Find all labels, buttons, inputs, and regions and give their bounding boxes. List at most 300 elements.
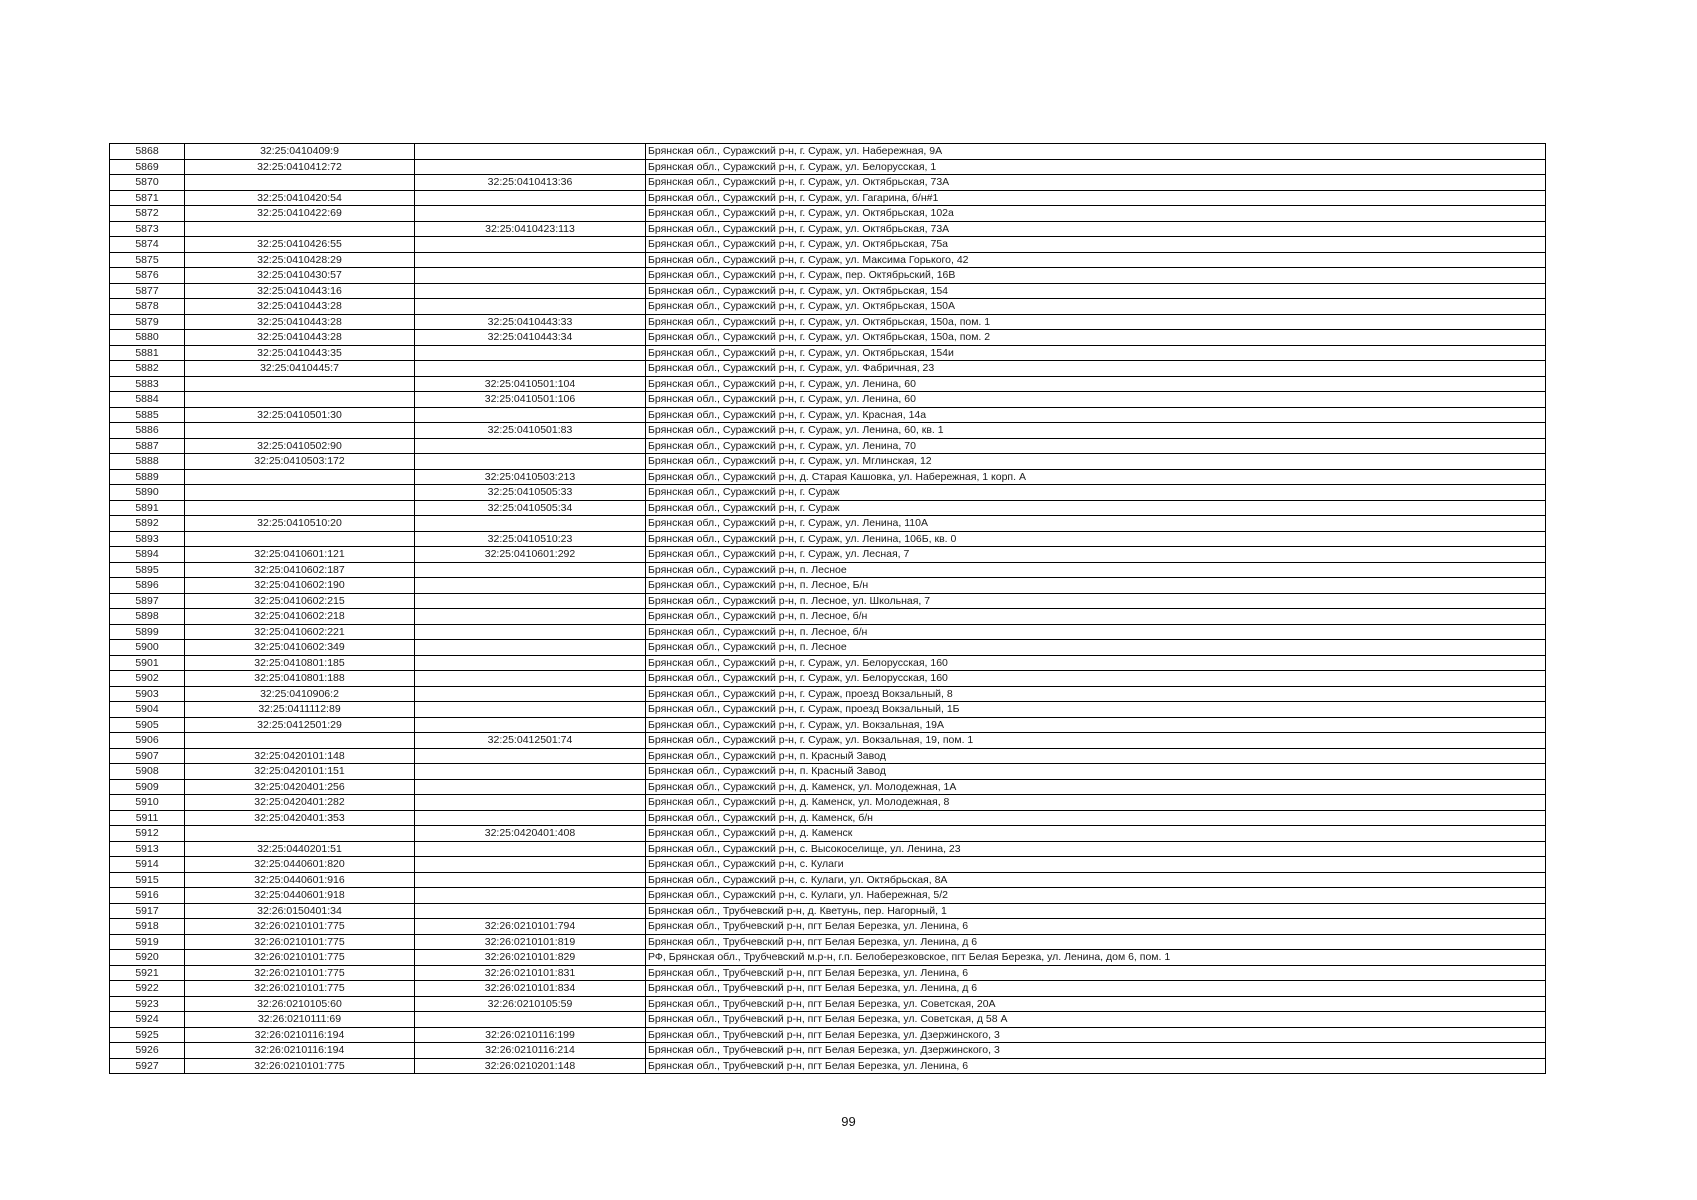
row-number-cell: 5908: [110, 764, 185, 780]
parcel-cadastral-number-cell: 32:25:0410443:28: [185, 314, 415, 330]
parcel-cadastral-number-cell: 32:25:0440201:51: [185, 841, 415, 857]
parcel-cadastral-number-cell: 32:25:0410906:2: [185, 686, 415, 702]
parcel-cadastral-number-cell: 32:25:0440601:820: [185, 857, 415, 873]
address-cell: Брянская обл., Суражский р-н, г. Сураж, ул. Октябрьская, 75а: [646, 237, 1546, 253]
table-row: [110, 1043, 1546, 1059]
object-cadastral-number-cell: 32:25:0410443:34: [415, 330, 646, 346]
parcel-cadastral-number-cell: 32:25:0410409:9: [185, 144, 415, 160]
object-cadastral-number-cell: [415, 144, 646, 160]
parcel-cadastral-number-cell: 32:25:0420401:256: [185, 779, 415, 795]
table-row: [110, 841, 1546, 857]
row-number-cell: 5918: [110, 919, 185, 935]
object-cadastral-number-cell: 32:26:0210116:214: [415, 1043, 646, 1059]
row-number-cell: 5923: [110, 996, 185, 1012]
table-row: [110, 1027, 1546, 1043]
table-row: [110, 671, 1546, 687]
object-cadastral-number-cell: 32:26:0210101:834: [415, 981, 646, 997]
parcel-cadastral-number-cell: 32:26:0210116:194: [185, 1043, 415, 1059]
table-row: [110, 438, 1546, 454]
row-number-cell: 5901: [110, 655, 185, 671]
parcel-cadastral-number-cell: 32:25:0410801:185: [185, 655, 415, 671]
page-number: 99: [841, 1114, 856, 1129]
table-row: [110, 299, 1546, 315]
row-number-cell: 5927: [110, 1058, 185, 1074]
address-cell: Брянская обл., Трубчевский р-н, пгт Белая Березка, ул. Ленина, 6: [646, 919, 1546, 935]
row-number-cell: 5881: [110, 345, 185, 361]
table-row: [110, 934, 1546, 950]
object-cadastral-number-cell: [415, 779, 646, 795]
table-row: [110, 810, 1546, 826]
row-number-cell: 5897: [110, 593, 185, 609]
table-row: [110, 500, 1546, 516]
row-number-cell: 5907: [110, 748, 185, 764]
table-row: [110, 376, 1546, 392]
table-row: [110, 624, 1546, 640]
object-cadastral-number-cell: 32:26:0210201:148: [415, 1058, 646, 1074]
object-cadastral-number-cell: 32:26:0210116:199: [415, 1027, 646, 1043]
parcel-cadastral-number-cell: 32:25:0410502:90: [185, 438, 415, 454]
parcel-cadastral-number-cell: 32:25:0410602:215: [185, 593, 415, 609]
object-cadastral-number-cell: [415, 888, 646, 904]
parcel-cadastral-number-cell: 32:25:0410510:20: [185, 516, 415, 532]
row-number-cell: 5909: [110, 779, 185, 795]
address-cell: Брянская обл., Суражский р-н, г. Сураж, ул. Набережная, 9А: [646, 144, 1546, 160]
object-cadastral-number-cell: [415, 454, 646, 470]
table-row: [110, 764, 1546, 780]
row-number-cell: 5921: [110, 965, 185, 981]
object-cadastral-number-cell: [415, 562, 646, 578]
table-row: [110, 407, 1546, 423]
parcel-cadastral-number-cell: 32:25:0410422:69: [185, 206, 415, 222]
object-cadastral-number-cell: [415, 640, 646, 656]
address-cell: Брянская обл., Суражский р-н, с. Высокоселище, ул. Ленина, 23: [646, 841, 1546, 857]
object-cadastral-number-cell: 32:26:0210101:794: [415, 919, 646, 935]
table-row: [110, 950, 1546, 966]
object-cadastral-number-cell: 32:25:0410443:33: [415, 314, 646, 330]
object-cadastral-number-cell: 32:26:0210101:831: [415, 965, 646, 981]
parcel-cadastral-number-cell: [185, 376, 415, 392]
parcel-cadastral-number-cell: 32:26:0210101:775: [185, 965, 415, 981]
object-cadastral-number-cell: 32:26:0210105:59: [415, 996, 646, 1012]
parcel-cadastral-number-cell: 32:25:0410430:57: [185, 268, 415, 284]
row-number-cell: 5886: [110, 423, 185, 439]
table-row: [110, 190, 1546, 206]
row-number-cell: 5877: [110, 283, 185, 299]
table-row: [110, 872, 1546, 888]
row-number-cell: 5885: [110, 407, 185, 423]
parcel-cadastral-number-cell: 32:25:0410501:30: [185, 407, 415, 423]
object-cadastral-number-cell: [415, 268, 646, 284]
table-row: [110, 981, 1546, 997]
row-number-cell: 5924: [110, 1012, 185, 1028]
address-cell: Брянская обл., Суражский р-н, д. Старая Кашовка, ул. Набережная, 1 корп. А: [646, 469, 1546, 485]
address-cell: Брянская обл., Трубчевский р-н, пгт Белая Березка, ул. Дзержинского, 3: [646, 1043, 1546, 1059]
row-number-cell: 5875: [110, 252, 185, 268]
address-cell: Брянская обл., Суражский р-н, с. Кулаги, ул. Набережная, 5/2: [646, 888, 1546, 904]
address-cell: Брянская обл., Суражский р-н, г. Сураж, ул. Ленина, 60, кв. 1: [646, 423, 1546, 439]
address-cell: Брянская обл., Суражский р-н, с. Кулаги, ул. Октябрьская, 8А: [646, 872, 1546, 888]
parcel-cadastral-number-cell: 32:25:0410601:121: [185, 547, 415, 563]
row-number-cell: 5874: [110, 237, 185, 253]
object-cadastral-number-cell: [415, 795, 646, 811]
object-cadastral-number-cell: 32:25:0410503:213: [415, 469, 646, 485]
object-cadastral-number-cell: [415, 438, 646, 454]
object-cadastral-number-cell: [415, 748, 646, 764]
address-cell: Брянская обл., Суражский р-н, д. Каменск, ул. Молодежная, 8: [646, 795, 1546, 811]
object-cadastral-number-cell: 32:26:0210101:829: [415, 950, 646, 966]
object-cadastral-number-cell: 32:25:0410505:34: [415, 500, 646, 516]
parcel-cadastral-number-cell: 32:25:0410602:218: [185, 609, 415, 625]
object-cadastral-number-cell: [415, 1012, 646, 1028]
object-cadastral-number-cell: 32:25:0410501:83: [415, 423, 646, 439]
address-cell: Брянская обл., Суражский р-н, г. Сураж, ул. Ленина, 60: [646, 376, 1546, 392]
object-cadastral-number-cell: [415, 841, 646, 857]
row-number-cell: 5894: [110, 547, 185, 563]
table-row: [110, 206, 1546, 222]
row-number-cell: 5890: [110, 485, 185, 501]
parcel-cadastral-number-cell: 32:25:0410503:172: [185, 454, 415, 470]
row-number-cell: 5903: [110, 686, 185, 702]
row-number-cell: 5884: [110, 392, 185, 408]
address-cell: Брянская обл., Суражский р-н, п. Красный Завод: [646, 748, 1546, 764]
object-cadastral-number-cell: [415, 516, 646, 532]
table-row: [110, 485, 1546, 501]
parcel-cadastral-number-cell: 32:25:0410445:7: [185, 361, 415, 377]
row-number-cell: 5869: [110, 159, 185, 175]
parcel-cadastral-number-cell: 32:25:0410412:72: [185, 159, 415, 175]
object-cadastral-number-cell: 32:25:0410505:33: [415, 485, 646, 501]
address-cell: Брянская обл., Суражский р-н, г. Сураж: [646, 485, 1546, 501]
object-cadastral-number-cell: 32:25:0410601:292: [415, 547, 646, 563]
address-cell: Брянская обл., Трубчевский р-н, пгт Белая Березка, ул. Ленина, 6: [646, 965, 1546, 981]
row-number-cell: 5879: [110, 314, 185, 330]
address-cell: Брянская обл., Суражский р-н, г. Сураж, пер. Октябрьский, 16В: [646, 268, 1546, 284]
parcel-cadastral-number-cell: 32:25:0410602:187: [185, 562, 415, 578]
table-row: [110, 609, 1546, 625]
object-cadastral-number-cell: [415, 857, 646, 873]
table-row: [110, 593, 1546, 609]
object-cadastral-number-cell: [415, 361, 646, 377]
table-row: [110, 826, 1546, 842]
row-number-cell: 5899: [110, 624, 185, 640]
table-row: [110, 423, 1546, 439]
address-cell: Брянская обл., Суражский р-н, г. Сураж, ул. Октябрьская, 150а, пом. 1: [646, 314, 1546, 330]
object-cadastral-number-cell: [415, 283, 646, 299]
object-cadastral-number-cell: [415, 159, 646, 175]
parcel-cadastral-number-cell: 32:25:0410426:55: [185, 237, 415, 253]
row-number-cell: 5914: [110, 857, 185, 873]
table-body: [110, 144, 1546, 1074]
object-cadastral-number-cell: [415, 299, 646, 315]
table-row: [110, 578, 1546, 594]
parcel-cadastral-number-cell: 32:25:0440601:918: [185, 888, 415, 904]
object-cadastral-number-cell: 32:25:0410510:23: [415, 531, 646, 547]
parcel-cadastral-number-cell: 32:25:0410420:54: [185, 190, 415, 206]
address-cell: Брянская обл., Трубчевский р-н, пгт Белая Березка, ул. Ленина, д 6: [646, 981, 1546, 997]
address-cell: Брянская обл., Суражский р-н, г. Сураж, ул. Ленина, 106Б, кв. 0: [646, 531, 1546, 547]
table-row: [110, 516, 1546, 532]
parcel-cadastral-number-cell: 32:26:0210101:775: [185, 1058, 415, 1074]
object-cadastral-number-cell: [415, 686, 646, 702]
table-row: [110, 283, 1546, 299]
table-row: [110, 1012, 1546, 1028]
table-row: [110, 531, 1546, 547]
object-cadastral-number-cell: [415, 609, 646, 625]
object-cadastral-number-cell: [415, 190, 646, 206]
object-cadastral-number-cell: [415, 810, 646, 826]
row-number-cell: 5878: [110, 299, 185, 315]
table-row: [110, 345, 1546, 361]
address-cell: Брянская обл., Суражский р-н, г. Сураж, ул. Мглинская, 12: [646, 454, 1546, 470]
table-row: [110, 175, 1546, 191]
address-cell: Брянская обл., Суражский р-н, г. Сураж, ул. Октябрьская, 73А: [646, 175, 1546, 191]
address-cell: Брянская обл., Суражский р-н, г. Сураж, ул. Белорусская, 1: [646, 159, 1546, 175]
table-row: [110, 779, 1546, 795]
parcel-cadastral-number-cell: 32:25:0410602:190: [185, 578, 415, 594]
row-number-cell: 5911: [110, 810, 185, 826]
object-cadastral-number-cell: [415, 671, 646, 687]
row-number-cell: 5898: [110, 609, 185, 625]
address-cell: Брянская обл., Суражский р-н, г. Сураж, ул. Гагарина, б/н#1: [646, 190, 1546, 206]
address-cell: РФ, Брянская обл., Трубчевский м.р-н, г.п. Белоберезковское, пгт Белая Березка, ул. Ленина, дом 6, пом. 1: [646, 950, 1546, 966]
row-number-cell: 5873: [110, 221, 185, 237]
parcel-cadastral-number-cell: [185, 175, 415, 191]
table-row: [110, 748, 1546, 764]
object-cadastral-number-cell: [415, 345, 646, 361]
table-row: [110, 392, 1546, 408]
table-row: [110, 1058, 1546, 1074]
parcel-cadastral-number-cell: 32:25:0410428:29: [185, 252, 415, 268]
row-number-cell: 5919: [110, 934, 185, 950]
object-cadastral-number-cell: [415, 206, 646, 222]
row-number-cell: 5891: [110, 500, 185, 516]
parcel-cadastral-number-cell: 32:25:0440601:916: [185, 872, 415, 888]
row-number-cell: 5880: [110, 330, 185, 346]
object-cadastral-number-cell: [415, 593, 646, 609]
address-cell: Брянская обл., Суражский р-н, г. Сураж, ул. Фабричная, 23: [646, 361, 1546, 377]
address-cell: Брянская обл., Трубчевский р-н, пгт Белая Березка, ул. Советская, 20А: [646, 996, 1546, 1012]
address-cell: Брянская обл., Суражский р-н, п. Красный Завод: [646, 764, 1546, 780]
object-cadastral-number-cell: [415, 655, 646, 671]
address-cell: Брянская обл., Суражский р-н, г. Сураж, ул. Максима Горького, 42: [646, 252, 1546, 268]
object-cadastral-number-cell: [415, 717, 646, 733]
object-cadastral-number-cell: 32:26:0210101:819: [415, 934, 646, 950]
row-number-cell: 5904: [110, 702, 185, 718]
address-cell: Брянская обл., Суражский р-н, г. Сураж, ул. Лесная, 7: [646, 547, 1546, 563]
row-number-cell: 5910: [110, 795, 185, 811]
table-row: [110, 454, 1546, 470]
table-row: [110, 144, 1546, 160]
parcel-cadastral-number-cell: [185, 531, 415, 547]
object-cadastral-number-cell: [415, 764, 646, 780]
address-cell: Брянская обл., Суражский р-н, г. Сураж, проезд Вокзальный, 1Б: [646, 702, 1546, 718]
address-cell: Брянская обл., Суражский р-н, п. Лесное, б/н: [646, 624, 1546, 640]
object-cadastral-number-cell: [415, 237, 646, 253]
object-cadastral-number-cell: [415, 252, 646, 268]
object-cadastral-number-cell: 32:25:0420401:408: [415, 826, 646, 842]
address-cell: Брянская обл., Суражский р-н, г. Сураж, ул. Вокзальная, 19А: [646, 717, 1546, 733]
row-number-cell: 5870: [110, 175, 185, 191]
address-cell: Брянская обл., Суражский р-н, д. Каменск, б/н: [646, 810, 1546, 826]
row-number-cell: 5871: [110, 190, 185, 206]
row-number-cell: 5876: [110, 268, 185, 284]
row-number-cell: 5895: [110, 562, 185, 578]
row-number-cell: 5926: [110, 1043, 185, 1059]
object-cadastral-number-cell: 32:25:0412501:74: [415, 733, 646, 749]
row-number-cell: 5888: [110, 454, 185, 470]
address-cell: Брянская обл., Суражский р-н, п. Лесное: [646, 562, 1546, 578]
address-cell: Брянская обл., Суражский р-н, г. Сураж, ул. Белорусская, 160: [646, 655, 1546, 671]
table-row: [110, 733, 1546, 749]
object-cadastral-number-cell: 32:25:0410501:106: [415, 392, 646, 408]
parcel-cadastral-number-cell: [185, 500, 415, 516]
row-number-cell: 5896: [110, 578, 185, 594]
row-number-cell: 5917: [110, 903, 185, 919]
row-number-cell: 5889: [110, 469, 185, 485]
table-row: [110, 640, 1546, 656]
parcel-cadastral-number-cell: 32:25:0411112:89: [185, 702, 415, 718]
parcel-cadastral-number-cell: 32:25:0410602:349: [185, 640, 415, 656]
parcel-cadastral-number-cell: 32:25:0420101:148: [185, 748, 415, 764]
address-cell: Брянская обл., Суражский р-н, п. Лесное, б/н: [646, 609, 1546, 625]
parcel-cadastral-number-cell: 32:25:0420101:151: [185, 764, 415, 780]
parcel-cadastral-number-cell: [185, 733, 415, 749]
parcel-cadastral-number-cell: 32:26:0210101:775: [185, 934, 415, 950]
parcel-cadastral-number-cell: 32:25:0410443:28: [185, 330, 415, 346]
address-cell: Брянская обл., Суражский р-н, г. Сураж, ул. Октябрьская, 102а: [646, 206, 1546, 222]
address-cell: Брянская обл., Трубчевский р-н, пгт Белая Березка, ул. Советская, д 58 А: [646, 1012, 1546, 1028]
parcel-cadastral-number-cell: [185, 423, 415, 439]
parcel-cadastral-number-cell: 32:25:0410602:221: [185, 624, 415, 640]
parcel-cadastral-number-cell: 32:26:0210116:194: [185, 1027, 415, 1043]
table-row: [110, 237, 1546, 253]
parcel-cadastral-number-cell: 32:25:0410443:28: [185, 299, 415, 315]
address-cell: Брянская обл., Суражский р-н, г. Сураж, ул. Октябрьская, 73А: [646, 221, 1546, 237]
address-cell: Брянская обл., Суражский р-н, г. Сураж, ул. Вокзальная, 19, пом. 1: [646, 733, 1546, 749]
row-number-cell: 5920: [110, 950, 185, 966]
row-number-cell: 5922: [110, 981, 185, 997]
object-cadastral-number-cell: [415, 903, 646, 919]
parcel-cadastral-number-cell: 32:25:0412501:29: [185, 717, 415, 733]
parcel-cadastral-number-cell: [185, 392, 415, 408]
table-row: [110, 361, 1546, 377]
row-number-cell: 5892: [110, 516, 185, 532]
address-cell: Брянская обл., Суражский р-н, п. Лесное: [646, 640, 1546, 656]
address-cell: Брянская обл., Суражский р-н, г. Сураж, ул. Белорусская, 160: [646, 671, 1546, 687]
address-cell: Брянская обл., Трубчевский р-н, пгт Белая Березка, ул. Дзержинского, 3: [646, 1027, 1546, 1043]
table-row: [110, 919, 1546, 935]
parcel-cadastral-number-cell: 32:26:0210101:775: [185, 919, 415, 935]
table-row: [110, 686, 1546, 702]
row-number-cell: 5872: [110, 206, 185, 222]
object-cadastral-number-cell: 32:25:0410423:113: [415, 221, 646, 237]
row-number-cell: 5893: [110, 531, 185, 547]
parcel-cadastral-number-cell: 32:26:0210101:775: [185, 950, 415, 966]
address-cell: Брянская обл., Суражский р-н, г. Сураж, ул. Октябрьская, 154: [646, 283, 1546, 299]
parcel-cadastral-number-cell: 32:26:0210111:69: [185, 1012, 415, 1028]
parcel-cadastral-number-cell: [185, 485, 415, 501]
row-number-cell: 5882: [110, 361, 185, 377]
table-row: [110, 702, 1546, 718]
object-cadastral-number-cell: [415, 702, 646, 718]
object-cadastral-number-cell: [415, 872, 646, 888]
address-cell: Брянская обл., Суражский р-н, п. Лесное, ул. Школьная, 7: [646, 593, 1546, 609]
address-cell: Брянская обл., Суражский р-н, г. Сураж, ул. Красная, 14а: [646, 407, 1546, 423]
address-cell: Брянская обл., Трубчевский р-н, пгт Белая Березка, ул. Ленина, д 6: [646, 934, 1546, 950]
parcel-cadastral-number-cell: [185, 221, 415, 237]
object-cadastral-number-cell: [415, 578, 646, 594]
parcel-cadastral-number-cell: [185, 826, 415, 842]
row-number-cell: 5905: [110, 717, 185, 733]
row-number-cell: 5900: [110, 640, 185, 656]
object-cadastral-number-cell: 32:25:0410501:104: [415, 376, 646, 392]
table-row: [110, 795, 1546, 811]
table-row: [110, 314, 1546, 330]
table-row: [110, 857, 1546, 873]
address-cell: Брянская обл., Суражский р-н, г. Сураж, проезд Вокзальный, 8: [646, 686, 1546, 702]
address-cell: Брянская обл., Суражский р-н, п. Лесное, Б/н: [646, 578, 1546, 594]
row-number-cell: 5912: [110, 826, 185, 842]
table-row: [110, 268, 1546, 284]
table-row: [110, 252, 1546, 268]
object-cadastral-number-cell: 32:25:0410413:36: [415, 175, 646, 191]
object-cadastral-number-cell: [415, 407, 646, 423]
parcel-cadastral-number-cell: 32:25:0420401:353: [185, 810, 415, 826]
parcel-cadastral-number-cell: 32:25:0410443:16: [185, 283, 415, 299]
parcel-cadastral-number-cell: [185, 469, 415, 485]
object-cadastral-number-cell: [415, 624, 646, 640]
table-row: [110, 330, 1546, 346]
parcel-cadastral-number-cell: 32:25:0410801:188: [185, 671, 415, 687]
address-cell: Брянская обл., Суражский р-н, с. Кулаги: [646, 857, 1546, 873]
parcel-cadastral-number-cell: 32:25:0410443:35: [185, 345, 415, 361]
parcel-cadastral-number-cell: 32:26:0150401:34: [185, 903, 415, 919]
table-row: [110, 888, 1546, 904]
table-row: [110, 562, 1546, 578]
parcel-cadastral-number-cell: 32:26:0210105:60: [185, 996, 415, 1012]
row-number-cell: 5906: [110, 733, 185, 749]
table-row: [110, 547, 1546, 563]
address-cell: Брянская обл., Суражский р-н, г. Сураж, ул. Октябрьская, 150А: [646, 299, 1546, 315]
table-row: [110, 996, 1546, 1012]
address-cell: Брянская обл., Суражский р-н, г. Сураж: [646, 500, 1546, 516]
row-number-cell: 5868: [110, 144, 185, 160]
row-number-cell: 5925: [110, 1027, 185, 1043]
parcel-cadastral-number-cell: 32:26:0210101:775: [185, 981, 415, 997]
address-cell: Брянская обл., Суражский р-н, г. Сураж, ул. Октябрьская, 150а, пом. 2: [646, 330, 1546, 346]
table-row: [110, 221, 1546, 237]
table-row: [110, 159, 1546, 175]
parcel-cadastral-number-cell: 32:25:0420401:282: [185, 795, 415, 811]
table-row: [110, 965, 1546, 981]
row-number-cell: 5902: [110, 671, 185, 687]
row-number-cell: 5883: [110, 376, 185, 392]
row-number-cell: 5913: [110, 841, 185, 857]
property-registry-table: [109, 143, 1546, 1074]
table-row: [110, 903, 1546, 919]
row-number-cell: 5915: [110, 872, 185, 888]
row-number-cell: 5887: [110, 438, 185, 454]
table-row: [110, 717, 1546, 733]
address-cell: Брянская обл., Суражский р-н, д. Каменск: [646, 826, 1546, 842]
address-cell: Брянская обл., Трубчевский р-н, д. Кветунь, пер. Нагорный, 1: [646, 903, 1546, 919]
table-row: [110, 655, 1546, 671]
address-cell: Брянская обл., Суражский р-н, г. Сураж, ул. Ленина, 110А: [646, 516, 1546, 532]
table-row: [110, 469, 1546, 485]
address-cell: Брянская обл., Трубчевский р-н, пгт Белая Березка, ул. Ленина, 6: [646, 1058, 1546, 1074]
address-cell: Брянская обл., Суражский р-н, г. Сураж, ул. Октябрьская, 154и: [646, 345, 1546, 361]
row-number-cell: 5916: [110, 888, 185, 904]
